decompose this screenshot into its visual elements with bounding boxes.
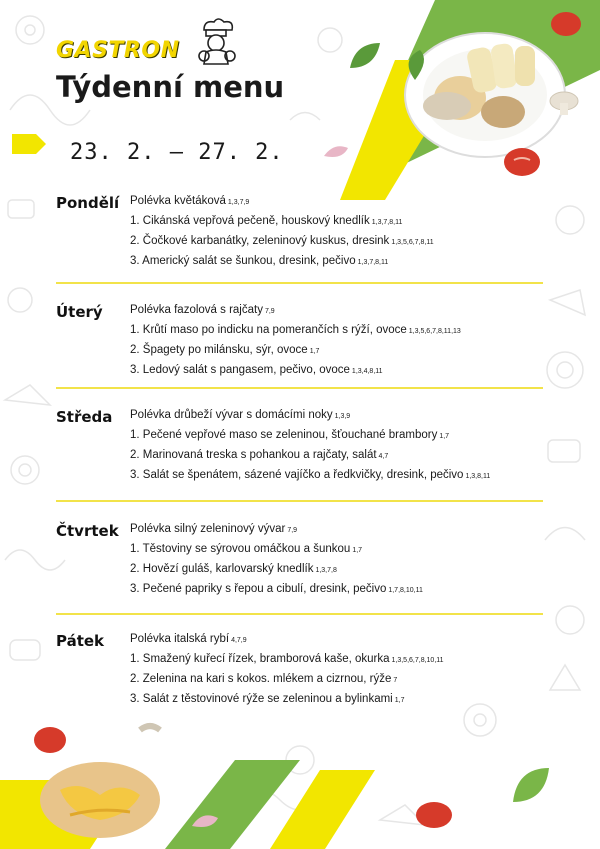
garlic-icon	[190, 810, 220, 832]
allergens: 1,3,4,8,11	[351, 368, 383, 375]
meal-text: 1. Cikánská vepřová pečeně, houskový knedlík	[130, 215, 370, 227]
allergens: 1,3,7,8,11	[357, 259, 389, 266]
tomato-icon	[412, 798, 456, 832]
chef-mascot-icon	[192, 16, 238, 68]
allergens: 4,7	[378, 453, 389, 460]
meal-text: 1. Těstoviny se sýrovou omáčkou a šunkou	[130, 543, 351, 555]
day-name: Pátek	[56, 632, 105, 650]
meal-line	[130, 690, 444, 710]
meal-line	[130, 252, 434, 272]
meal-line	[130, 426, 490, 446]
tomato-icon	[548, 8, 584, 40]
soup-line	[130, 192, 434, 212]
day-name: Pondělí	[56, 194, 120, 212]
allergens: 4,7,9	[231, 637, 247, 644]
day-name: Čtvrtek	[56, 522, 119, 540]
menu-items	[130, 406, 490, 486]
soup-text: Polévka fazolová s rajčaty	[130, 304, 263, 316]
soup-line	[130, 630, 444, 650]
date-arrow-icon	[12, 134, 46, 154]
meal-line	[130, 212, 434, 232]
allergens: 7,9	[287, 527, 298, 534]
meal-line	[130, 361, 461, 381]
meal-text: 3. Ledový salát s pangasem, pečivo, ovoce	[130, 364, 350, 376]
allergens: 1,3,9	[334, 413, 351, 420]
meal-text: 3. Salát se špenátem, sázené vajíčko a ředkvičky, dresink, pečivo	[130, 469, 464, 481]
meal-text: 2. Zelenina na kari s kokos. mlékem a cizrnou, rýže	[130, 673, 392, 685]
soup-text: Polévka italská rybí	[130, 633, 230, 645]
menu-items	[130, 301, 461, 381]
meal-line	[130, 560, 423, 580]
section-divider	[56, 282, 543, 284]
menu-items	[130, 630, 444, 710]
menu-items	[130, 520, 423, 600]
allergens: 7	[393, 677, 398, 684]
section-divider	[56, 387, 543, 389]
basil-leaf-icon	[505, 760, 555, 810]
allergens: 1,7,8,10,11	[388, 587, 423, 594]
allergens: 1,7	[439, 433, 450, 440]
meal-line	[130, 466, 490, 486]
basil-leaf-icon	[345, 38, 385, 78]
brand-logo: GASTRON	[56, 38, 180, 63]
meal-text: 2. Čočkové karbanátky, zeleninový kuskus, dresink	[130, 235, 390, 247]
soup-text: Polévka drůbeží vývar s domácími noky	[130, 409, 333, 421]
allergens: 1,3,5,6,7,8,10,11	[391, 657, 444, 664]
meal-text: 1. Pečené vepřové maso se zeleninou, šťouchané brambory	[130, 429, 438, 441]
meal-text: 2. Špagety po milánsku, sýr, ovoce	[130, 344, 308, 356]
date-range: 23. 2. – 27. 2.	[70, 140, 284, 165]
allergens: 1,3,5,6,7,8,11	[391, 239, 434, 246]
allergens: 1,3,7,9	[227, 199, 250, 206]
page-title: Týdenní menu	[56, 70, 285, 104]
allergens: 1,3,7,8	[315, 567, 337, 574]
meal-text: 1. Smažený kuřecí řízek, bramborová kaše, okurka	[130, 653, 390, 665]
section-divider	[56, 500, 543, 502]
tomato-icon	[500, 140, 545, 180]
mushroom-icon	[542, 85, 587, 130]
soup-text: Polévka květáková	[130, 195, 226, 207]
garlic-icon	[322, 142, 352, 162]
meal-text: 2. Marinovaná treska s pohankou a rajčaty, salát	[130, 449, 377, 461]
meal-line	[130, 580, 423, 600]
soup-text: Polévka silný zeleninový vývar	[130, 523, 286, 535]
meal-line	[130, 670, 444, 690]
allergens: 1,7	[352, 547, 363, 554]
section-divider	[56, 613, 543, 615]
day-name: Úterý	[56, 303, 103, 321]
meal-line	[130, 321, 461, 341]
allergens: 1,3,7,8,11	[371, 219, 403, 226]
soup-line	[130, 520, 423, 540]
meal-line	[130, 232, 434, 252]
day-name: Středa	[56, 408, 113, 426]
allergens: 1,3,8,11	[465, 473, 491, 480]
meal-text: 2. Hovězí guláš, karlovarský knedlík	[130, 563, 314, 575]
meal-line	[130, 650, 444, 670]
allergens: 1,7	[394, 697, 405, 704]
meal-line	[130, 341, 461, 361]
menu-items	[130, 192, 434, 272]
allergens: 1,3,5,6,7,8,11,13	[408, 328, 461, 335]
allergens: 1,7	[309, 348, 320, 355]
meal-text: 3. Pečené papriky s řepou a cibulí, dresink, pečivo	[130, 583, 387, 595]
meal-text: 3. Salát z těstovinové rýže se zeleninou a bylinkami	[130, 693, 393, 705]
allergens: 7,9	[264, 308, 275, 315]
soup-line	[130, 406, 490, 426]
meal-line	[130, 446, 490, 466]
soup-line	[130, 301, 461, 321]
meal-text: 3. Americký salát se šunkou, dresink, pečivo	[130, 255, 356, 267]
meal-text: 1. Krůtí maso po indicku na pomerančích s rýží, ovoce	[130, 324, 407, 336]
meal-line	[130, 540, 423, 560]
